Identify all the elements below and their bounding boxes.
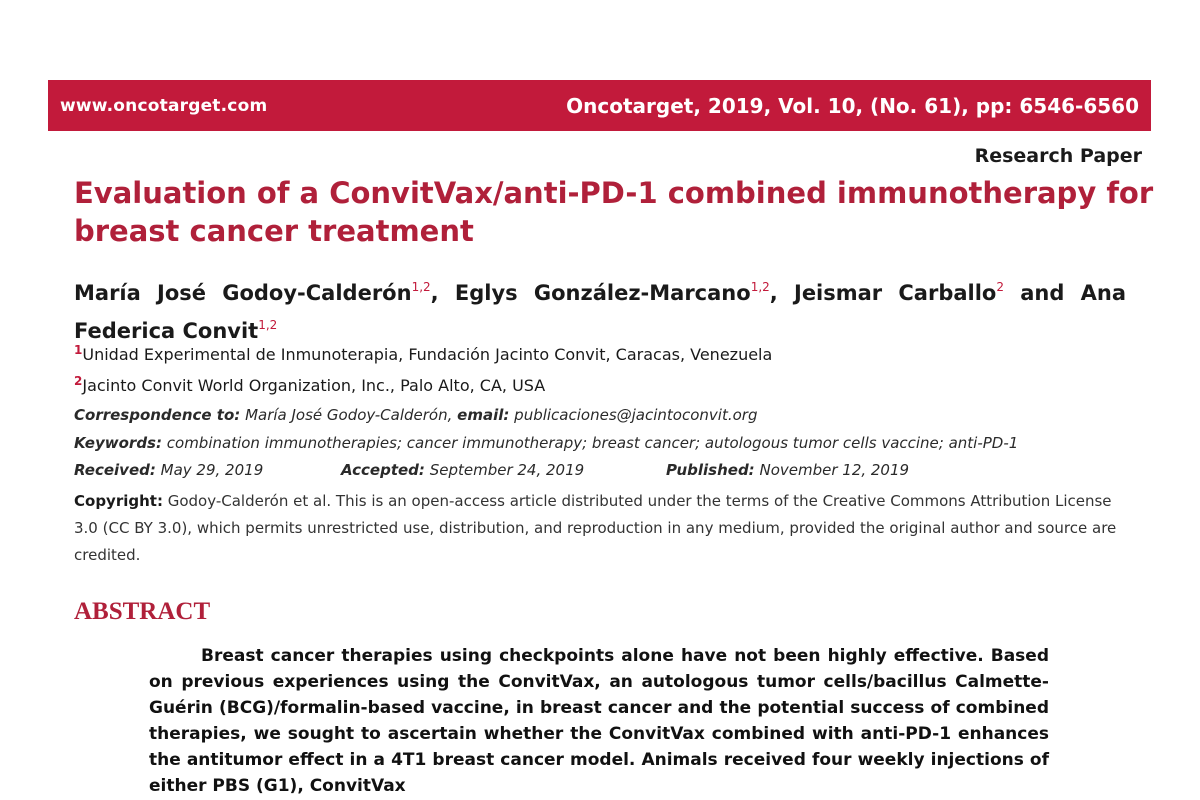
author-affiliation-marker: 1,2 (411, 280, 431, 294)
author-separator: , (430, 281, 455, 305)
keywords-text: combination immunotherapies; cancer immunotherapy; breast cancer; autologous tumor cells vaccine; anti-PD-1 (166, 434, 1019, 452)
published-label: Published: (666, 461, 755, 479)
author-name: María José Godoy-Calderón (74, 281, 412, 305)
keywords-label: Keywords: (74, 434, 162, 452)
abstract-text: Breast cancer therapies using checkpoints alone have not been highly effective. Based on previous experiences using the ConvitVax, an autologous tumor cells/bacillus Calmette-Guérin (BCG)/formalin-based vaccine, in breast cancer and the potential success of combined therapies, we sought to ascertain whether the ConvitVax combined with anti-PD-1 enhances the antitumor effect in a 4T1 breast cancer model. Animals received four weekly injections of either PBS (G1), ConvitVax (149, 646, 1049, 796)
received-value: May 29, 2019 (160, 461, 264, 479)
author-affiliation-marker: 2 (996, 280, 1005, 294)
author-separator: and (1004, 281, 1081, 305)
journal-banner (48, 80, 1151, 131)
affiliation-2 (74, 374, 545, 395)
affiliation-text: Jacinto Convit World Organization, Inc., Palo Alto, CA, USA (82, 376, 546, 395)
affiliation-number: 2 (74, 374, 83, 388)
affiliation-text: Unidad Experimental de Inmunoterapia, Fundación Jacinto Convit, Caracas, Venezuela (82, 345, 773, 364)
received-label: Received: (74, 461, 156, 479)
published-value: November 12, 2019 (759, 461, 910, 479)
accepted-date (341, 461, 584, 479)
correspondence (74, 406, 757, 424)
author-affiliation-marker: 1,2 (750, 280, 770, 294)
author-separator: , (769, 281, 794, 305)
journal-website-link[interactable]: www.oncotarget.com (60, 95, 268, 116)
affiliation-1 (74, 343, 772, 364)
received-date (74, 461, 263, 479)
email-label: email: (457, 406, 510, 424)
article-title: Evaluation of a ConvitVax/anti-PD-1 combined immunotherapy for breast cancer treatment (74, 176, 1154, 248)
author-list (74, 271, 1126, 347)
affiliation-number: 1 (74, 343, 83, 357)
author-affiliation-marker: 1,2 (258, 318, 278, 332)
copyright-notice (74, 488, 1129, 569)
author-name: Jeismar Carballo (794, 281, 997, 305)
correspondence-email-link[interactable]: publicaciones@jacintoconvit.org (514, 406, 758, 424)
accepted-label: Accepted: (341, 461, 425, 479)
copyright-text: Godoy-Calderón et al. This is an open-access article distributed under the terms of the Creative Commons Attribution License 3.0 (CC BY 3.0), which permits unrestricted use, distribution, and reproduction in any medium, provided the original author and source are credited. (74, 492, 1117, 564)
copyright-label: Copyright: (74, 492, 163, 510)
journal-citation: Oncotarget, 2019, Vol. 10, (No. 61), pp: 6546-6560 (566, 93, 1139, 118)
published-date (666, 461, 909, 479)
author-name: Ana Federica Convit (74, 281, 1127, 343)
abstract-heading: ABSTRACT (74, 598, 211, 625)
correspondence-label: Correspondence to: (74, 406, 241, 424)
keywords (74, 434, 1018, 452)
article-type: Research Paper (974, 145, 1142, 167)
author-name: Eglys González-Marcano (454, 281, 751, 305)
accepted-value: September 24, 2019 (429, 461, 585, 479)
correspondence-name: María José Godoy-Calderón, (245, 406, 453, 424)
